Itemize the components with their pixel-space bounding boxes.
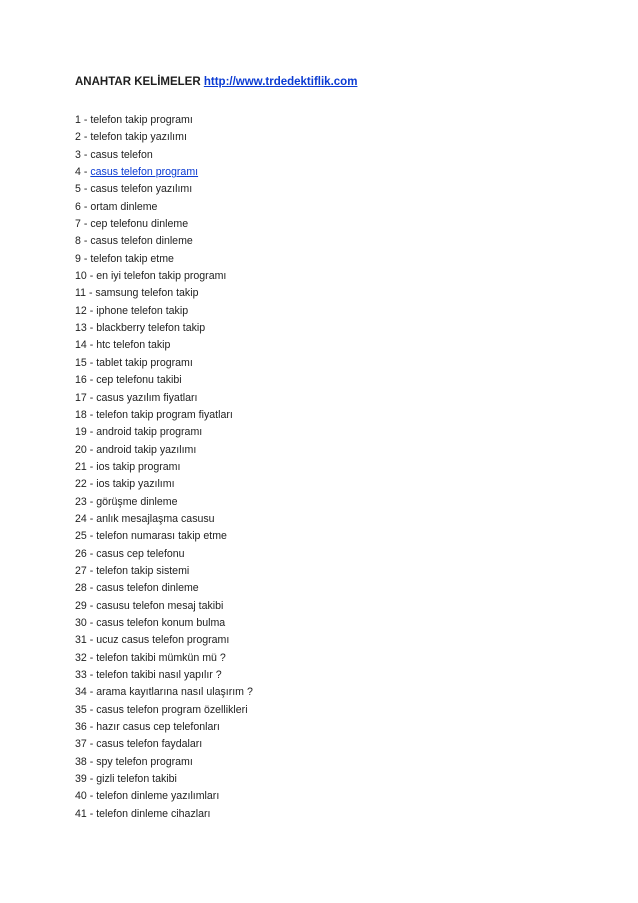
keyword-item [75,754,253,771]
keyword-item [75,407,253,424]
keyword-text: samsung telefon takip [95,287,199,300]
keyword-separator: - [86,807,97,820]
keyword-text: blackberry telefon takip [96,322,206,335]
keyword-item [75,632,253,649]
keyword-item [75,546,253,563]
keyword-text: casus yazılım fiyatları [96,391,198,404]
keyword-text: casus telefon yazılımı [90,183,193,196]
keyword-number: 3 [75,148,81,161]
keyword-link[interactable]: casus telefon programı [90,166,199,179]
keyword-separator: - [86,460,97,473]
keyword-number: 41 [75,807,87,820]
keyword-separator: - [86,651,97,664]
keyword-item [75,442,253,459]
keyword-text: tablet takip programı [96,356,193,369]
keyword-number: 6 [75,200,81,213]
keyword-separator: - [86,374,97,387]
keyword-number: 32 [75,651,87,664]
keyword-item [75,216,253,233]
keyword-separator: - [86,270,97,283]
keyword-text: htc telefon takip [96,339,171,352]
keyword-separator: - [86,616,97,629]
keyword-text: gizli telefon takibi [96,773,177,786]
keyword-text: telefon numarası takip etme [96,530,227,543]
keyword-item [75,806,253,823]
keyword-number: 27 [75,564,87,577]
keyword-item [75,788,253,805]
keyword-item [75,563,253,580]
keyword-number: 24 [75,512,87,525]
keyword-number: 21 [75,460,87,473]
keyword-item [75,580,253,597]
keyword-separator: - [86,721,97,734]
keyword-separator: - [86,495,97,508]
keyword-text: telefon takibi nasıl yapılır ? [96,669,222,681]
keyword-item [75,771,253,788]
keyword-item [75,424,253,441]
keyword-item [75,372,253,389]
keyword-number: 25 [75,530,87,543]
keyword-item [75,268,253,285]
keyword-number: 33 [75,669,87,681]
keyword-separator: - [86,634,97,647]
keyword-list [75,112,253,823]
keyword-number: 8 [75,235,81,248]
keyword-separator: - [86,755,97,768]
keyword-number: 22 [75,478,87,491]
keyword-number: 17 [75,391,87,404]
keyword-number: 14 [75,339,87,352]
keyword-text: telefon dinleme cihazları [96,807,211,820]
keyword-separator: - [86,443,97,456]
keyword-number: 12 [75,304,87,317]
keyword-item [75,233,253,250]
keyword-text: telefon takip programı [90,114,193,126]
keyword-number: 19 [75,426,87,439]
keyword-text: casus telefon faydaları [96,738,203,751]
keyword-text: casusu telefon mesaj takibi [96,599,224,612]
keyword-item [75,598,253,615]
keyword-separator: - [86,773,97,786]
keyword-text: casus cep telefonu [96,547,185,560]
keyword-text: casus telefon program özellikleri [96,703,248,716]
keyword-item [75,702,253,719]
keyword-item [75,303,253,320]
keyword-separator: - [86,738,97,751]
keyword-text: telefon takip yazılımı [90,131,187,144]
keyword-text: android takip yazılımı [96,443,197,456]
keyword-separator: - [86,304,97,317]
keyword-number: 35 [75,703,87,716]
keyword-separator: - [80,218,91,231]
keyword-separator: - [86,512,97,525]
keyword-number: 39 [75,773,87,786]
keyword-text: ios takip programı [96,460,181,473]
keyword-number: 5 [75,183,81,196]
keyword-separator: - [86,599,97,612]
keyword-text: casus telefon [90,148,153,161]
keyword-separator: - [86,530,97,543]
keyword-text: anlık mesajlaşma casusu [96,512,215,525]
keyword-item [75,719,253,736]
keyword-item [75,511,253,528]
keyword-item [75,129,253,146]
keyword-text: arama kayıtlarına nasıl ulaşırım ? [96,686,253,699]
keyword-separator: - [80,200,91,213]
keyword-item [75,650,253,667]
keyword-item [75,164,253,181]
keyword-item [75,181,253,198]
keyword-number: 4 [75,166,81,179]
keyword-text: cep telefonu takibi [96,374,182,387]
keyword-number: 40 [75,790,87,803]
keyword-separator: - [86,703,97,716]
keyword-separator: - [86,426,97,439]
keyword-item [75,684,253,701]
keyword-separator: - [86,391,97,404]
keyword-number: 11 [75,287,86,300]
keyword-number: 18 [75,408,87,421]
website-link[interactable]: http://www.trdedektiflik.com [203,76,358,88]
keyword-number: 10 [75,270,87,283]
keyword-text: android takip programı [96,426,203,439]
keyword-separator: - [86,564,97,577]
keyword-separator: - [86,478,97,491]
keyword-separator: - [86,547,97,560]
keywords-heading [75,75,357,89]
keyword-item [75,390,253,407]
keyword-separator: - [86,356,97,369]
keyword-item [75,112,253,129]
keyword-separator: - [86,322,97,335]
keyword-item [75,494,253,511]
keyword-separator: - [86,790,97,803]
keyword-number: 2 [75,131,81,144]
keyword-text: ortam dinleme [90,200,158,213]
keyword-number: 20 [75,443,87,456]
keyword-number: 34 [75,686,87,699]
keyword-separator: - [80,148,91,161]
keyword-separator: - [86,339,97,352]
keyword-separator: - [86,686,97,699]
keyword-item [75,199,253,216]
keyword-number: 1 [75,114,81,126]
heading-label: ANAHTAR KELİMELER [75,76,201,88]
keyword-item [75,615,253,632]
keyword-text: casus telefon konum bulma [96,616,226,629]
keyword-separator: - [80,252,91,265]
keyword-text: telefon takip sistemi [96,564,190,577]
keyword-number: 36 [75,721,87,734]
keyword-separator: - [80,166,91,179]
keyword-number: 26 [75,547,87,560]
keyword-number: 15 [75,356,87,369]
keyword-item [75,476,253,493]
keyword-number: 9 [75,252,81,265]
keyword-text: telefon takibi mümkün mü ? [96,651,226,664]
keyword-item [75,251,253,268]
keyword-text: telefon dinleme yazılımları [96,790,220,803]
keyword-text: telefon takip etme [90,252,174,265]
keyword-item [75,355,253,372]
keyword-number: 28 [75,582,87,595]
keyword-separator: - [86,669,97,681]
keyword-text: ios takip yazılımı [96,478,175,491]
keyword-text: cep telefonu dinleme [90,218,189,231]
keyword-separator: - [86,408,97,421]
keyword-number: 16 [75,374,87,387]
keyword-item [75,337,253,354]
keyword-item [75,528,253,545]
keyword-item [75,147,253,164]
keyword-separator: - [86,582,97,595]
keyword-number: 38 [75,755,87,768]
keyword-item [75,667,253,684]
keyword-text: görüşme dinleme [96,495,178,508]
keyword-item [75,285,253,302]
keyword-text: iphone telefon takip [96,304,189,317]
keyword-item [75,736,253,753]
keyword-text: spy telefon programı [96,755,193,768]
keyword-number: 23 [75,495,87,508]
keyword-separator: - [80,114,91,126]
keyword-text: en iyi telefon takip programı [96,270,227,283]
keyword-text: casus telefon dinleme [96,582,199,595]
keyword-number: 30 [75,616,87,629]
keyword-number: 29 [75,599,87,612]
keyword-separator: - [86,287,96,300]
keyword-number: 31 [75,634,87,647]
keyword-separator: - [80,235,91,248]
keyword-number: 37 [75,738,87,751]
keyword-text: hazır casus cep telefonları [96,721,220,734]
keyword-number: 13 [75,322,87,335]
keyword-item [75,459,253,476]
keyword-text: telefon takip program fiyatları [96,408,233,421]
keyword-number: 7 [75,218,81,231]
keyword-separator: - [80,131,91,144]
keyword-separator: - [80,183,91,196]
keyword-item [75,320,253,337]
keyword-text: ucuz casus telefon programı [96,634,230,647]
keyword-text: casus telefon dinleme [90,235,193,248]
